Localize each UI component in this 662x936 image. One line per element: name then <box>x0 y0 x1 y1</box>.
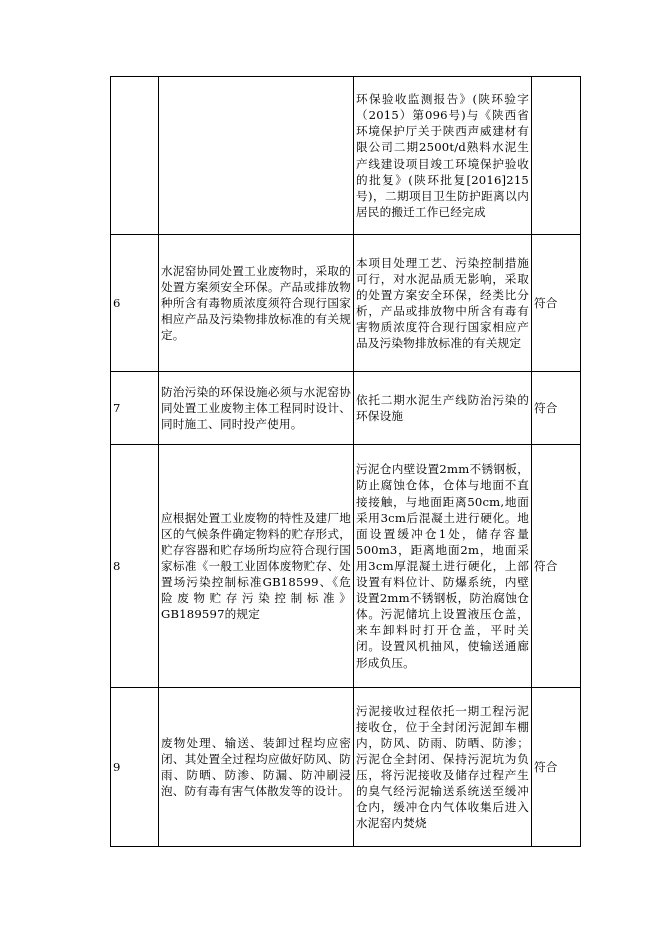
row-number-cell <box>111 77 159 235</box>
table-row <box>111 235 581 372</box>
compliance-table <box>110 76 581 847</box>
implementation-cell: 污泥接收过程依托一期工程污泥接收仓，位于全封闭污泥卸车棚内，防风、防雨、防晒、防渗；污泥仓全封闭、保持污泥坑为负压，将污泥接收及储存过程产生的臭气经污泥输送系统送至缓冲仓内，缓冲仓内气体收集后进入水泥窑内焚烧 <box>354 688 532 847</box>
row-number-cell: 6 <box>111 235 159 372</box>
result-cell <box>532 77 581 235</box>
implementation-cell: 本项目处理工艺、污染控制措施可行，对水泥品质无影响，采取的处置方案安全环保，经类比分析，产品或排放物中所含有毒有害物质浓度符合现行国家相应产品及污染物排放标准的有关规定 <box>354 235 532 372</box>
row-number-cell: 9 <box>111 688 159 847</box>
requirement-cell: 防治污染的环保设施必须与水泥窑协同处置工业废物主体工程同时设计、同时施工、同时投产使用。 <box>159 372 354 445</box>
row-number-cell: 7 <box>111 372 159 445</box>
table-row <box>111 77 581 235</box>
table-row <box>111 688 581 847</box>
table-row <box>111 372 581 445</box>
result-cell: 符合 <box>532 235 581 372</box>
requirement-cell: 水泥窑协同处置工业废物时，采取的处置方案须安全环保。产品或排放物种所含有毒物质浓度须符合现行国家相应产品及污染物排放标准的有关规定。 <box>159 235 354 372</box>
requirement-cell: 应根据处置工业废物的特性及建厂地区的气候条件确定物料的贮存形式，贮存容器和贮存场所均应符合现行国家标准《一般工业固体废物贮存、处置场污染控制标准GB18599、《危险废物贮存污染控制标准》GB189597的规定 <box>159 445 354 688</box>
result-cell: 符合 <box>532 445 581 688</box>
result-cell: 符合 <box>532 372 581 445</box>
table-row <box>111 445 581 688</box>
row-number-cell: 8 <box>111 445 159 688</box>
implementation-cell: 环保验收监测报告》(陕环验字（2015）第096号)与《陕西省环境保护厅关于陕西声威建材有限公司二期2500t/d熟料水泥生产线建设项目竣工环境保护验收的批复》(陕环批复[2016]215号)，二期项目卫生防护距离以内居民的搬迁工作已经完成 <box>354 77 532 235</box>
implementation-cell: 污泥仓内壁设置2mm不锈钢板，防止腐蚀仓体，仓体与地面不直接接触，与地面距离50cm,地面采用3cm后混凝土进行硬化。地面设置缓冲仓1处，储存容量500m3，距离地面2m，地面采用3cm厚混凝土进行硬化，上部设置有料位计、防爆系统，内壁设置2mm不锈钢板，防治腐蚀仓体。污泥储坑上设置液压仓盖，来车卸料时打开仓盖，平时关闭。设置风机抽风，使输送通廊形成负压。 <box>354 445 532 688</box>
requirement-cell: 废物处理、输送、装卸过程均应密闭、其处置全过程均应做好防风、防雨、防晒、防渗、防漏、防冲刷浸泡、防有毒有害气体散发等的设计。 <box>159 688 354 847</box>
result-cell: 符合 <box>532 688 581 847</box>
requirement-cell <box>159 77 354 235</box>
implementation-cell: 依托二期水泥生产线防治污染的环保设施 <box>354 372 532 445</box>
